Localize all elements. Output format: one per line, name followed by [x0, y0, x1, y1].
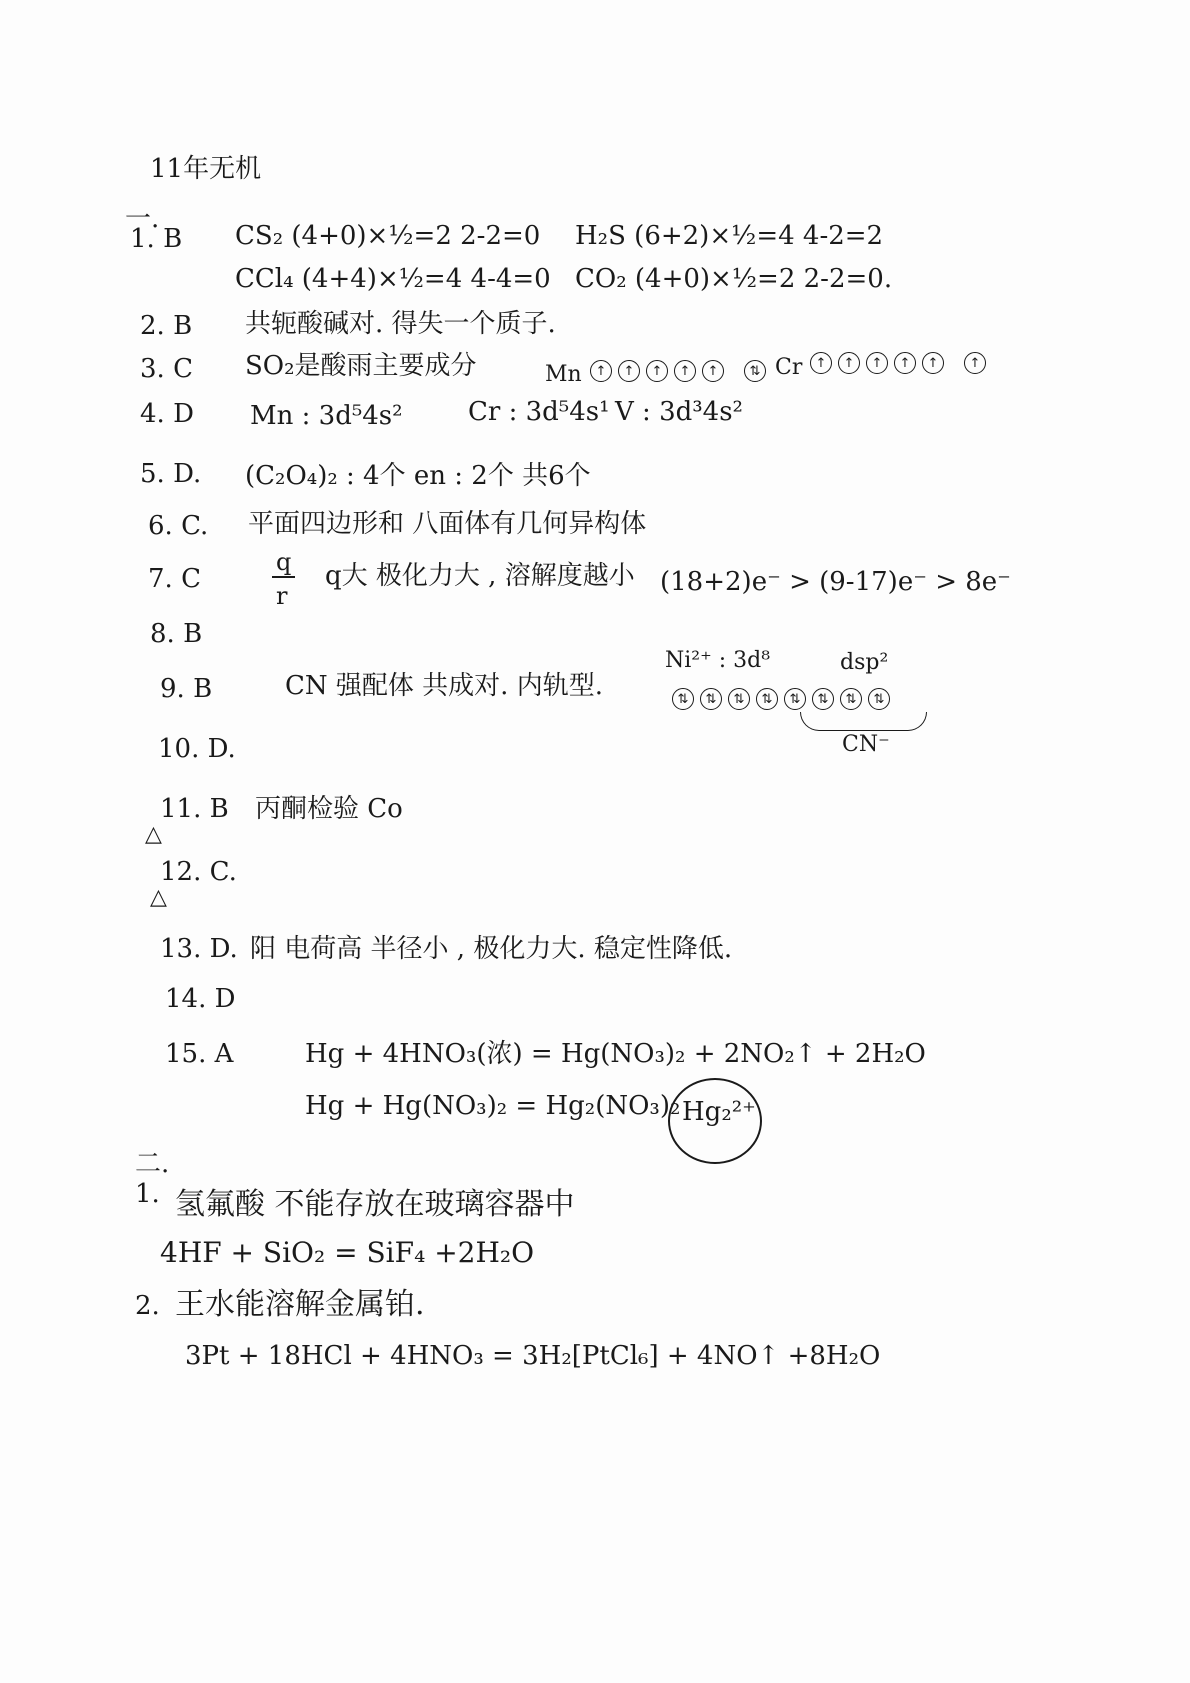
q9-note: CN 强配体 共成对. 内轨型.: [285, 671, 603, 701]
orbital-up-icon: ↑: [646, 360, 668, 382]
q5-note: (C₂O₄)₂ : 4个 en : 2个 共6个: [245, 461, 591, 491]
q9-answer: 9. B: [160, 674, 213, 704]
q4-v-config: V : 3d³4s²: [615, 397, 743, 427]
q3-mn-label: Mn: [545, 362, 582, 387]
q7-fraction-denominator: r: [276, 582, 288, 610]
q6-answer: 6. C.: [148, 511, 209, 541]
triangle-mark-icon: △: [150, 885, 167, 910]
orbital-pair-icon: ⇅: [756, 688, 778, 710]
p2-label: 2.: [135, 1291, 160, 1321]
q13-note: 阳 电荷高 半径小 , 极化力大. 稳定性降低.: [250, 934, 733, 964]
orbital-up-icon: ↑: [964, 352, 986, 374]
q10-answer: 10. D.: [158, 734, 236, 764]
q6-note: 平面四边形和 八面体有几何异构体: [248, 509, 647, 539]
q9-cn-label: CN⁻: [842, 732, 890, 757]
p1-label: 1.: [135, 1179, 160, 1209]
q9-hybridization: dsp²: [840, 650, 889, 675]
orbital-up-icon: ↑: [702, 360, 724, 382]
q1-ccl4: CCl₄ (4+4)×½=4 4-4=0: [235, 264, 551, 294]
q11-answer: 11. B: [160, 794, 229, 824]
q4-mn-config: Mn : 3d⁵4s²: [250, 401, 403, 431]
q15-equation-2: Hg + Hg(NO₃)₂ = Hg₂(NO₃)₂: [305, 1091, 681, 1121]
p1-statement: 氢氟酸 不能存放在玻璃容器中: [175, 1187, 575, 1222]
q4-cr-config: Cr : 3d⁵4s¹: [468, 397, 610, 427]
cn-bracket: [800, 712, 927, 731]
section-one-heading: 一.: [125, 204, 160, 234]
q2-answer: 2. B: [140, 311, 193, 341]
p1-equation: 4HF + SiO₂ = SiF₄ +2H₂O: [160, 1236, 535, 1269]
mn-orbital-diagram: [590, 360, 766, 382]
orbital-pair-icon: ⇅: [812, 688, 834, 710]
orbital-up-icon: ↑: [922, 352, 944, 374]
q5-answer: 5. D.: [140, 459, 202, 489]
orbital-up-icon: ↑: [894, 352, 916, 374]
orbital-pair-icon: ⇅: [868, 688, 890, 710]
q1-answer: 1. B: [130, 224, 183, 254]
q15-answer: 15. A: [165, 1039, 234, 1069]
q7-note: q大 极化力大 , 溶解度越小: [325, 561, 635, 591]
q9-ni-config: Ni²⁺ : 3d⁸: [665, 648, 771, 673]
q1-co2: CO₂ (4+0)×½=2 2-2=0.: [575, 264, 893, 294]
q8-answer: 8. B: [150, 619, 203, 649]
orbital-up-icon: ↑: [810, 352, 832, 374]
q1-cs2: CS₂ (4+0)×½=2 2-2=0: [235, 221, 541, 251]
q4-answer: 4. D: [140, 399, 194, 429]
p2-equation: 3Pt + 18HCl + 4HNO₃ = 3H₂[PtCl₆] + 4NO↑ +8H₂O: [185, 1341, 881, 1371]
q3-cr-label: Cr: [775, 355, 803, 380]
orbital-pair-icon: ⇅: [728, 688, 750, 710]
q15-equation-1: Hg + 4HNO₃(浓) = Hg(NO₃)₂ + 2NO₂↑ + 2H₂O: [305, 1039, 926, 1069]
q13-answer: 13. D.: [160, 934, 238, 964]
orbital-pair-icon: ⇅: [672, 688, 694, 710]
q15-ion: Hg₂²⁺: [682, 1097, 756, 1127]
orbital-up-icon: ↑: [674, 360, 696, 382]
q3-answer: 3. C: [140, 354, 193, 384]
cr-orbital-diagram: [810, 352, 986, 374]
page-title: 11年无机: [150, 154, 262, 184]
orbital-up-icon: ↑: [618, 360, 640, 382]
q7-answer: 7. C: [148, 564, 201, 594]
section-two-heading: 二.: [135, 1149, 170, 1179]
ni-orbital-diagram: [672, 688, 890, 710]
triangle-mark-icon: △: [145, 822, 162, 847]
orbital-up-icon: ↑: [866, 352, 888, 374]
orbital-pair-icon: ⇅: [744, 360, 766, 382]
orbital-up-icon: ↑: [590, 360, 612, 382]
q2-note: 共轭酸碱对. 得失一个质子.: [245, 309, 556, 339]
orbital-pair-icon: ⇅: [784, 688, 806, 710]
orbital-pair-icon: ⇅: [700, 688, 722, 710]
q3-note: SO₂是酸雨主要成分: [245, 351, 477, 381]
q7-electron-compare: (18+2)e⁻ > (9-17)e⁻ > 8e⁻: [660, 567, 1011, 597]
q12-answer: 12. C.: [160, 857, 237, 887]
q14-answer: 14. D: [165, 984, 236, 1014]
p2-statement: 王水能溶解金属铂.: [175, 1287, 425, 1322]
orbital-up-icon: ↑: [838, 352, 860, 374]
q1-h2s: H₂S (6+2)×½=4 4-2=2: [575, 221, 884, 251]
q7-fraction-numerator: q: [272, 548, 295, 578]
q11-note: 丙酮检验 Co: [255, 794, 403, 824]
orbital-pair-icon: ⇅: [840, 688, 862, 710]
